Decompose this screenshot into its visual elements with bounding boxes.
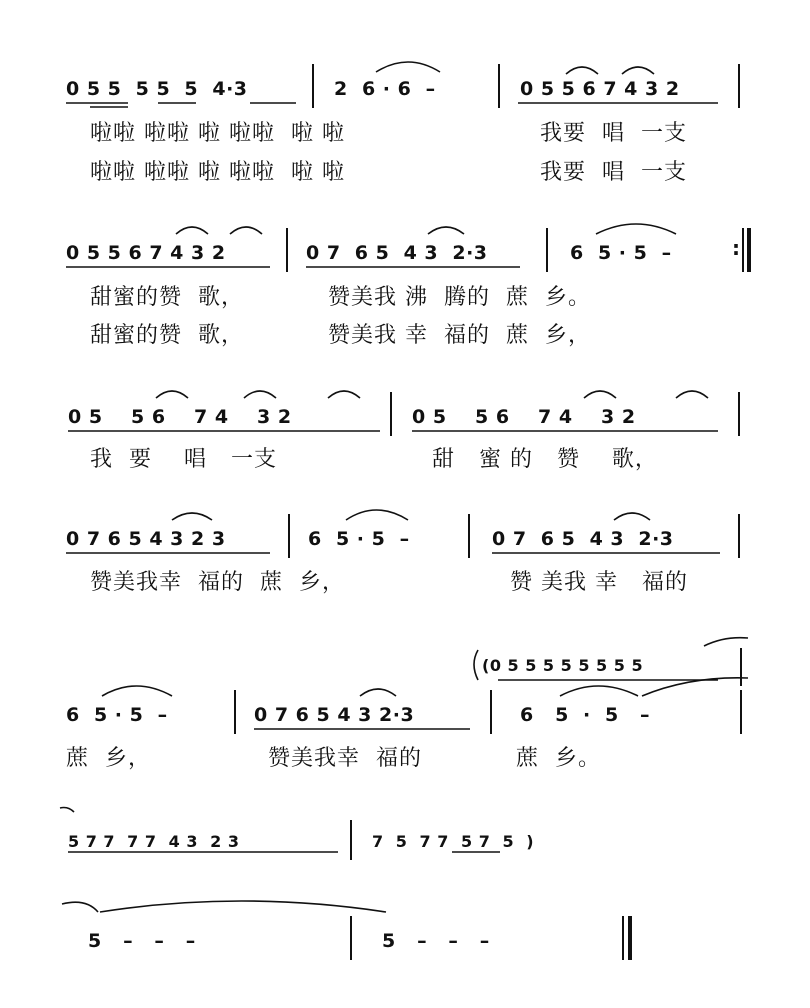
row7-measure2: 5 – – – — [382, 930, 490, 952]
barline — [390, 392, 392, 436]
row4-measure1: 0 7 6 5 4 3 2 3 — [66, 528, 226, 550]
row6-measure2: 7 5 7 7 5 7 5 ) — [372, 832, 535, 851]
barline — [234, 690, 236, 734]
row5-lyrics-b: 赞美我幸 福的 — [268, 746, 422, 771]
row2-measure3: 6 5 · 5 – — [570, 242, 672, 264]
barline — [740, 648, 742, 686]
row2-lyrics-verse1-a: 甜蜜的赞 歌， — [90, 285, 244, 310]
row5-measure2: 0 7 6 5 4 3 2·3 — [254, 704, 415, 726]
barline — [742, 228, 744, 272]
barline-thick — [628, 916, 632, 960]
repeat-dots: : — [732, 236, 740, 260]
row2-measure1: 0 5 5 6 7 4 3 2 — [66, 242, 226, 264]
row3-lyrics-a: 我 要 唱 一支 — [90, 447, 277, 472]
row1-measure3: 0 5 5 6 7 4 3 2 — [520, 78, 680, 100]
row4-lyrics-b: 赞 美我 幸 福的 — [510, 570, 688, 595]
row5-lyrics-c: 蔗 乡。 — [516, 746, 601, 771]
barline — [738, 514, 740, 558]
row1-lyrics-verse2-a: 啦啦 啦啦 啦 啦啦 啦 啦 — [90, 160, 345, 185]
barline — [546, 228, 548, 272]
barline — [738, 64, 740, 108]
row4-measure2: 6 5 · 5 – — [308, 528, 410, 550]
row2-lyrics-verse2-b: 赞美我 幸 福的 蔗 乡， — [328, 323, 591, 348]
row1-measure1: 0 5 5 5 5 5 4·3 — [66, 78, 248, 100]
row5-measure1: 6 5 · 5 – — [66, 704, 168, 726]
barline — [622, 916, 624, 960]
barline — [738, 392, 740, 436]
barline — [498, 64, 500, 108]
interlude-start: (0 5 5 5 5 5 5 5 5 — [482, 656, 644, 675]
barline — [288, 514, 290, 558]
barline-thick — [747, 228, 751, 272]
row4-measure3: 0 7 6 5 4 3 2·3 — [492, 528, 674, 550]
row5-measure3: 6 5 · 5 – — [520, 704, 651, 726]
barline — [312, 64, 314, 108]
row7-measure1: 5 – – – — [88, 930, 196, 952]
barline — [740, 690, 742, 734]
barline — [350, 916, 352, 960]
row2-lyrics-verse2-a: 甜蜜的赞 歌， — [90, 323, 244, 348]
barline — [350, 820, 352, 860]
row6-measure1: 5 7 7 7 7 4 3 2 3 — [68, 832, 240, 851]
row1-lyrics-verse1-a: 啦啦 啦啦 啦 啦啦 啦 啦 — [90, 121, 345, 146]
row3-lyrics-b: 甜 蜜 的 赞 歌， — [432, 447, 658, 472]
row3-measure1: 0 5 5 6 7 4 3 2 — [68, 406, 292, 428]
row1-lyrics-verse2-b: 我要 唱 一支 — [540, 160, 687, 185]
row2-measure2: 0 7 6 5 4 3 2·3 — [306, 242, 488, 264]
row1-measure2: 2 6 · 6 – — [334, 78, 436, 100]
barline — [286, 228, 288, 272]
barline — [490, 690, 492, 734]
row4-lyrics-a: 赞美我幸 福的 蔗 乡， — [90, 570, 345, 595]
row2-lyrics-verse1-b: 赞美我 沸 腾的 蔗 乡。 — [328, 285, 591, 310]
barline — [468, 514, 470, 558]
row5-lyrics-a: 蔗 乡， — [66, 746, 151, 771]
row1-lyrics-verse1-b: 我要 唱 一支 — [540, 121, 687, 146]
row3-measure2: 0 5 5 6 7 4 3 2 — [412, 406, 636, 428]
